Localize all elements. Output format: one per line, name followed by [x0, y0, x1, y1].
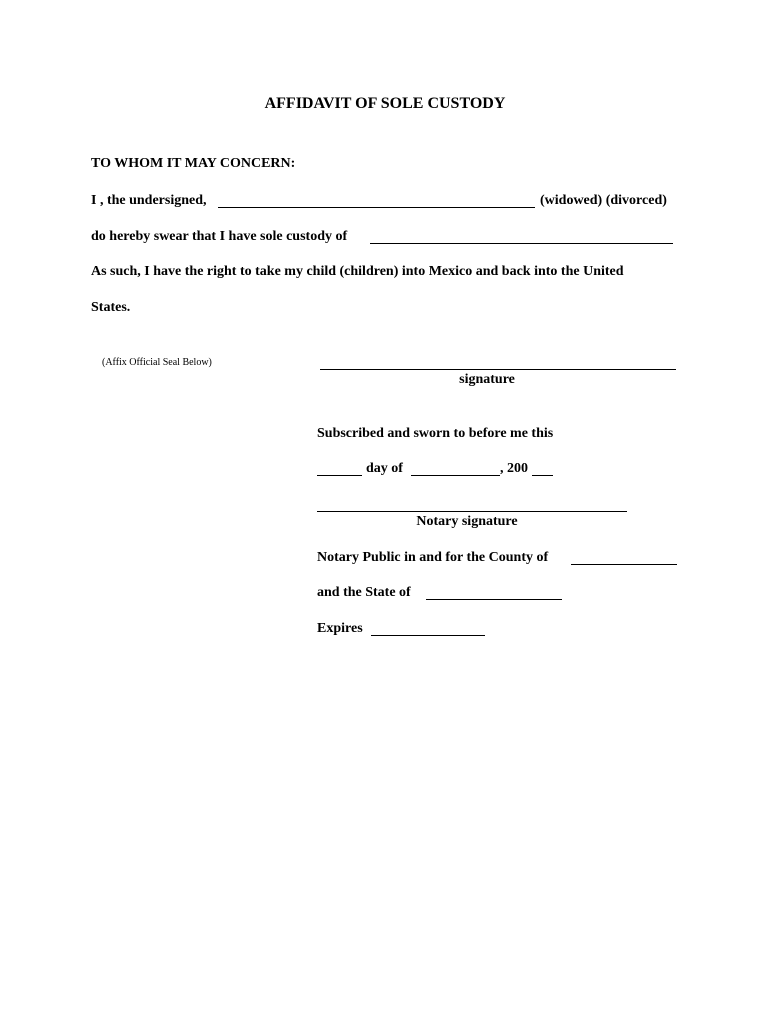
travel-rights-statement: As such, I have the right to take my child (children) into Mexico and back into the United — [91, 264, 624, 279]
month-blank[interactable] — [411, 475, 500, 476]
expires-label: Expires — [317, 621, 363, 636]
notary-signature-blank[interactable] — [317, 511, 627, 512]
salutation: TO WHOM IT MAY CONCERN: — [91, 156, 296, 171]
county-label: Notary Public in and for the County of — [317, 550, 549, 565]
signature-label: signature — [459, 372, 515, 387]
year-blank[interactable] — [532, 475, 553, 476]
marital-status-options: (widowed) (divorced) — [540, 193, 667, 208]
child-name-blank[interactable] — [370, 243, 673, 244]
notary-signature-label: Notary signature — [416, 514, 518, 529]
sole-custody-statement: do hereby swear that I have sole custody of — [91, 229, 348, 244]
day-of-label: day of — [366, 461, 403, 476]
expires-blank[interactable] — [371, 635, 485, 636]
day-blank[interactable] — [317, 475, 362, 476]
state-label: and the State of — [317, 585, 411, 600]
state-blank[interactable] — [426, 599, 562, 600]
undersigned-name-blank[interactable] — [218, 207, 535, 208]
sworn-statement: Subscribed and sworn to before me this — [317, 426, 554, 441]
undersigned-label: I , the undersigned, — [91, 193, 207, 208]
year-prefix: , 200 — [500, 461, 528, 476]
travel-rights-statement-end: States. — [91, 300, 131, 315]
county-blank[interactable] — [571, 564, 677, 565]
seal-note: (Affix Official Seal Below) — [102, 357, 212, 368]
document-title: AFFIDAVIT OF SOLE CUSTODY — [264, 95, 506, 112]
signature-blank[interactable] — [320, 369, 676, 370]
